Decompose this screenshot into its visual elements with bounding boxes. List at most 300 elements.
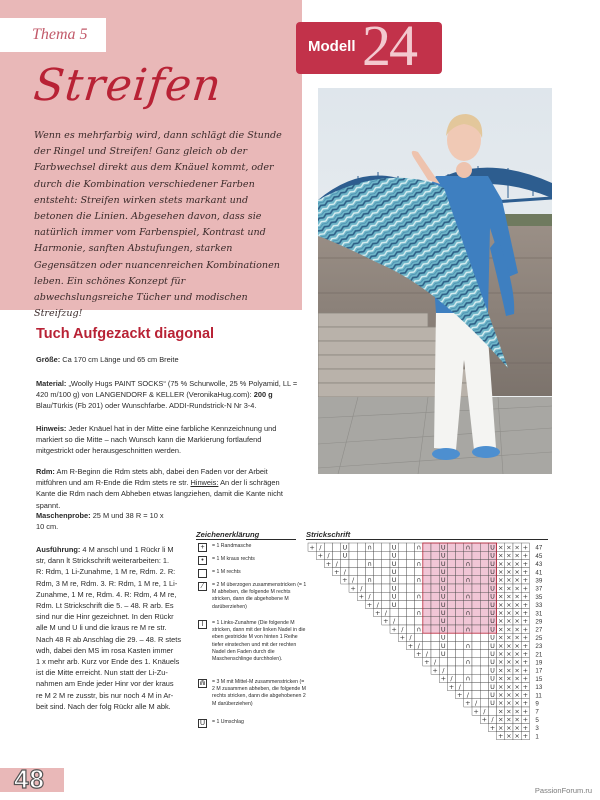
chart-symbol: U bbox=[440, 633, 446, 642]
chart-cell bbox=[480, 576, 488, 584]
chart-cell bbox=[415, 600, 423, 608]
instructions-line: wdh, dabei den MS im rosa Kasten immer bbox=[36, 645, 174, 655]
chart-cell bbox=[423, 641, 431, 649]
chart-symbol: × bbox=[506, 682, 512, 691]
chart-symbol: + bbox=[522, 625, 529, 634]
chart-cell bbox=[357, 576, 365, 584]
chart-cell bbox=[480, 625, 488, 633]
chart-symbol: + bbox=[522, 584, 529, 593]
chart-cell bbox=[423, 592, 431, 600]
chart-cell bbox=[423, 559, 431, 567]
chart-symbol: + bbox=[522, 682, 529, 691]
chart-symbol: × bbox=[497, 576, 504, 585]
chart-symbol: × bbox=[514, 723, 520, 732]
increase-icon: Ɩ bbox=[198, 620, 207, 629]
chart-symbol: + bbox=[522, 600, 529, 609]
chart-symbol: × bbox=[506, 600, 512, 609]
chart-symbol: / bbox=[401, 625, 404, 634]
chart-symbol: + bbox=[325, 559, 332, 568]
chart-cell bbox=[456, 650, 464, 658]
chart-cell bbox=[480, 584, 488, 592]
chart-symbol: / bbox=[450, 674, 453, 683]
chart-symbol: × bbox=[506, 658, 512, 667]
chart-cell bbox=[447, 576, 455, 584]
chart-symbol: / bbox=[466, 691, 470, 699]
chart-cell bbox=[447, 641, 455, 649]
watermark: PassionForum.ru bbox=[534, 786, 592, 795]
chart-symbol: × bbox=[514, 543, 520, 552]
chart-cell bbox=[406, 576, 414, 584]
material-paragraph bbox=[36, 378, 298, 412]
chart-cell bbox=[431, 551, 439, 559]
chart-cell bbox=[447, 559, 455, 567]
chart-symbol: × bbox=[506, 723, 512, 732]
chart-cell bbox=[374, 543, 382, 551]
chart-row-number: 39 bbox=[535, 577, 543, 585]
theme-tab bbox=[0, 18, 106, 52]
pattern-title: Tuch Aufgezackt diagonal bbox=[36, 326, 215, 342]
chart-row-number: 21 bbox=[535, 651, 543, 659]
legend-item-garter: • = 1 M kraus rechts bbox=[198, 556, 308, 563]
chart-symbol: × bbox=[514, 658, 520, 667]
page-number: 48 bbox=[14, 764, 45, 794]
chart-cell bbox=[423, 600, 431, 608]
chart-symbol: × bbox=[506, 732, 512, 740]
chart-cell bbox=[390, 609, 398, 617]
chart-cell bbox=[341, 559, 349, 567]
chart-symbol: + bbox=[448, 682, 455, 691]
chart-cell bbox=[447, 551, 455, 559]
chart-cell bbox=[431, 633, 439, 641]
instructions-line: beit sind. Nach der folg Rückr alle M abk. bbox=[36, 701, 171, 711]
chart-cell bbox=[472, 600, 480, 608]
chart-symbol: × bbox=[497, 559, 504, 568]
chart-cell bbox=[431, 592, 439, 600]
chart-symbol: / bbox=[327, 551, 330, 560]
chart-symbol: ∩ bbox=[416, 609, 422, 617]
chart-symbol: ∩ bbox=[367, 559, 372, 568]
chart-cell bbox=[382, 584, 390, 592]
chart-symbol: / bbox=[392, 617, 396, 626]
chart-symbol: × bbox=[514, 732, 520, 740]
chart-symbol: ∩ bbox=[465, 592, 471, 601]
chart-cell bbox=[447, 625, 455, 633]
chart-row-number: 45 bbox=[535, 552, 543, 560]
chart-symbol: U bbox=[490, 682, 495, 691]
chart-cell bbox=[406, 551, 414, 559]
chart-symbol: U bbox=[440, 551, 446, 560]
chart-cell bbox=[472, 633, 480, 641]
chart-cell bbox=[480, 658, 488, 666]
chart-symbol: / bbox=[491, 715, 494, 724]
chart-symbol: / bbox=[458, 682, 461, 691]
chart-cell bbox=[431, 584, 439, 592]
chart-symbol: + bbox=[522, 691, 529, 699]
material-text: „Woolly Hugs PAINT SOCKS“ (75 % Schurwolle, 25 % Polyamid, LL = 420 m/100 g) von LANGENDORF & KELLER (VeronikaHug.com): bbox=[36, 379, 298, 400]
chart-cell bbox=[472, 551, 480, 559]
legend-item-increase: Ɩ = 1 Links-Zunahme (Die folgende M stricken, dann mit der linken Nadel in die eben gestrickte M von hinten 1 Reihe tiefer einstechen und mit der rechten Nadel den Faden durch die Maschenschlinge durchholen). bbox=[198, 620, 308, 663]
chart-symbol: × bbox=[506, 715, 512, 724]
chart-symbol: + bbox=[522, 592, 529, 601]
chart-cell bbox=[398, 600, 406, 608]
chart-cell bbox=[447, 568, 455, 576]
dot-icon: • bbox=[198, 556, 207, 565]
intro-text: Wenn es mehrfarbig wird, dann schlägt die Stunde der Ringel und Streifen! Ganz gleich ob der Farbwechsel direkt aus dem Knäuel kommt, oder durch die Kombination verschiedener Farben entsteht: Streifen wirken stets markant und betonen die Linien. Abgesehen davon, dass sie natürlich immer vom Farbenspiel, Kontrast und Harmonie, sanften Abstufungen, starken Gegensätzen oder nuancenreichen Kombinationen leben. Ein schönes Konzept für abwechslungsreiche Tücher und modischen Streifzug! bbox=[34, 130, 282, 320]
chart-cell bbox=[480, 682, 488, 690]
knitting-chart bbox=[300, 541, 560, 747]
chart-symbol: + bbox=[456, 691, 463, 699]
chart-symbol: × bbox=[514, 551, 520, 560]
chart-symbol: ∩ bbox=[416, 592, 422, 601]
chart-cell bbox=[447, 617, 455, 625]
legend-item-edge: + = 1 Randmasche bbox=[198, 543, 308, 550]
chart-symbol: × bbox=[514, 674, 520, 683]
chart-cell bbox=[456, 543, 464, 551]
chart-symbol: / bbox=[368, 592, 371, 601]
chart-symbol: + bbox=[358, 592, 365, 601]
chart-cell bbox=[349, 568, 357, 576]
chart-cell bbox=[406, 568, 414, 576]
chart-symbol: × bbox=[514, 633, 520, 642]
chart-symbol: U bbox=[490, 551, 495, 560]
instructions-line: 4 M anschl und 1 Rückr li M bbox=[82, 545, 174, 554]
legend-item-decrease: ⁄ = 2 M überzogen zusammenstricken (= 1 M abheben, die folgende M rechts stricken, dann die abgehobene M darüberziehen) bbox=[198, 582, 308, 611]
chart-cell bbox=[431, 568, 439, 576]
chart-row-number: 47 bbox=[535, 544, 543, 552]
instructions-paragraph bbox=[36, 544, 196, 712]
chart-cell bbox=[464, 633, 472, 641]
legend-divider bbox=[196, 539, 296, 540]
chart-symbol: / bbox=[483, 707, 486, 716]
chart-cell bbox=[472, 674, 480, 682]
chart-cell bbox=[382, 568, 390, 576]
chart-cell bbox=[447, 584, 455, 592]
chart-cell bbox=[374, 568, 382, 576]
chart-symbol: U bbox=[391, 559, 397, 568]
chart-symbol: ∩ bbox=[465, 641, 471, 650]
chart-cell bbox=[464, 600, 472, 608]
chart-row-number: 43 bbox=[535, 561, 543, 569]
chart-symbol: × bbox=[497, 707, 504, 716]
chart-cell bbox=[423, 551, 431, 559]
chart-cell bbox=[423, 609, 431, 617]
gauge-paragraph bbox=[36, 510, 192, 532]
chart-symbol: ∩ bbox=[465, 576, 471, 585]
chart-symbol: × bbox=[514, 584, 520, 593]
chart-cell bbox=[406, 584, 414, 592]
chart-symbol: U bbox=[490, 584, 495, 593]
chart-symbol: + bbox=[481, 715, 488, 724]
chart-symbol: + bbox=[522, 617, 529, 626]
chart-title: Strickschrift bbox=[306, 530, 351, 539]
chart-symbol: × bbox=[514, 568, 520, 576]
hint-text: Jeder Knäuel hat in der Mitte eine farbliche Kennzeichnung und markiert so die Mitte – nach Wunsch kann die Markierung fortlaufend mitgestrickt oder herausgeschnitten werden. bbox=[36, 424, 277, 456]
chart-symbol: U bbox=[440, 617, 446, 626]
instructions-line: Rdm. Lt Strickschrift die 5. – 48. R arb. Es bbox=[36, 601, 174, 611]
chart-symbol: U bbox=[490, 658, 495, 667]
chart-symbol: / bbox=[442, 666, 445, 675]
chart-cell bbox=[480, 600, 488, 608]
instructions-line: 1 x mehr arb. Kurz vor Ende des 1. Knäuels bbox=[36, 657, 180, 667]
chart-symbol: × bbox=[514, 682, 520, 691]
chart-cell bbox=[480, 633, 488, 641]
chart-symbol: + bbox=[522, 715, 529, 724]
material-amount: 200 g bbox=[253, 390, 273, 400]
chart-symbol: + bbox=[383, 617, 389, 626]
chart-cell bbox=[423, 617, 431, 625]
chart-symbol: + bbox=[399, 633, 406, 642]
chart-row-number: 31 bbox=[535, 610, 543, 618]
instructions-line: Rdm, 3 M re, Rdm. 3. R: Rdm, 1 M re, 1 Li- bbox=[36, 578, 178, 588]
chart-cell bbox=[431, 617, 439, 625]
chart-symbol: U bbox=[440, 609, 446, 617]
chart-cell bbox=[398, 617, 406, 625]
chart-cell bbox=[456, 584, 464, 592]
chart-cell bbox=[464, 568, 472, 576]
chart-symbol: U bbox=[391, 551, 397, 560]
chart-symbol: + bbox=[522, 699, 529, 708]
chart-symbol: U bbox=[440, 625, 446, 634]
chart-symbol: + bbox=[522, 576, 529, 585]
chart-cell bbox=[447, 592, 455, 600]
chart-symbol: U bbox=[440, 576, 446, 585]
chart-row-number: 15 bbox=[535, 675, 543, 683]
chart-symbol: + bbox=[522, 650, 529, 658]
chart-symbol: × bbox=[514, 650, 520, 658]
chart-symbol: + bbox=[522, 707, 529, 716]
chart-symbol: × bbox=[514, 609, 520, 617]
gauge-line-2: 10 cm. bbox=[36, 522, 59, 532]
edge-stitch-label: Rdm: bbox=[36, 467, 55, 476]
chart-symbol: × bbox=[497, 625, 504, 634]
model-photo bbox=[318, 88, 552, 474]
chart-symbol: ∩ bbox=[465, 625, 471, 634]
chart-cell bbox=[447, 666, 455, 674]
chart-symbol: + bbox=[497, 732, 504, 740]
chart-symbol: × bbox=[506, 641, 512, 650]
chart-symbol: / bbox=[343, 568, 347, 576]
chart-cell bbox=[423, 568, 431, 576]
chart-symbol: ∩ bbox=[465, 559, 471, 568]
chart-symbol: U bbox=[490, 633, 495, 642]
chart-symbol: U bbox=[440, 584, 446, 593]
chart-cell bbox=[456, 568, 464, 576]
chart-symbol: × bbox=[497, 682, 504, 691]
chart-cell bbox=[374, 576, 382, 584]
chart-symbol: U bbox=[490, 576, 495, 585]
chart-cell bbox=[472, 682, 480, 690]
chart-cell bbox=[472, 650, 480, 658]
chart-cell bbox=[431, 559, 439, 567]
chart-symbol: / bbox=[319, 543, 322, 552]
chart-symbol: + bbox=[309, 543, 315, 552]
chart-cell bbox=[398, 551, 406, 559]
chart-symbol: × bbox=[497, 691, 504, 699]
chart-symbol: × bbox=[514, 576, 520, 585]
chart-cell bbox=[488, 707, 496, 715]
chart-cell bbox=[382, 576, 390, 584]
size-paragraph bbox=[36, 354, 300, 365]
photo-illustration bbox=[318, 88, 552, 474]
chart-symbol: × bbox=[506, 633, 512, 642]
chart-cell bbox=[431, 641, 439, 649]
chart-symbol: U bbox=[490, 600, 495, 609]
chart-symbol: + bbox=[522, 674, 529, 683]
instructions-line: R: Rdm, 1 Li-Zunahme, 1 M re, Rdm. 2. R: bbox=[36, 567, 176, 577]
instructions-line: re M 2 M re zusstr, bis nur noch 4 M in Ar- bbox=[36, 690, 174, 700]
instructions-line: alle M und U li und die kraus re M re str. bbox=[36, 623, 167, 633]
instructions-line: Nach 48 R ab Anschlag die 29. – 48. R stets bbox=[36, 634, 182, 644]
chart-cell bbox=[415, 617, 423, 625]
chart-symbol: U bbox=[490, 592, 495, 601]
chart-symbol: U bbox=[490, 625, 495, 634]
chart-cell bbox=[472, 543, 480, 551]
chart-cell bbox=[415, 633, 423, 641]
chart-symbol: U bbox=[490, 699, 495, 708]
chart-cell bbox=[456, 633, 464, 641]
chart-cell bbox=[456, 666, 464, 674]
chart-symbol: × bbox=[514, 699, 520, 708]
edge-stitch-hint: Hinweis: bbox=[190, 478, 219, 488]
chart-cell bbox=[374, 592, 382, 600]
chart-symbol: U bbox=[490, 617, 495, 626]
chart-cell bbox=[374, 559, 382, 567]
chart-cell bbox=[456, 600, 464, 608]
chart-cell bbox=[439, 658, 447, 666]
chart-cell bbox=[464, 584, 472, 592]
chart-cell bbox=[447, 633, 455, 641]
chart-symbol: ∩ bbox=[465, 658, 471, 667]
chart-cell bbox=[472, 584, 480, 592]
chart-cell bbox=[480, 559, 488, 567]
chart-symbol: + bbox=[522, 633, 529, 642]
chart-cell bbox=[357, 543, 365, 551]
chart-cell bbox=[464, 666, 472, 674]
chart-cell bbox=[365, 568, 373, 576]
chart-cell bbox=[423, 633, 431, 641]
instructions-line: ist die Mitte erreicht. Nun statt der Li-Zu- bbox=[36, 668, 168, 678]
model-number: 24 bbox=[362, 13, 416, 78]
chart-symbol: × bbox=[506, 707, 512, 716]
chart-cell bbox=[382, 551, 390, 559]
chart-cell bbox=[406, 559, 414, 567]
chart-symbol: + bbox=[522, 732, 529, 740]
chart-cell bbox=[415, 551, 423, 559]
chart-symbol: + bbox=[350, 584, 356, 593]
chart-symbol: × bbox=[506, 650, 512, 658]
chart-cell bbox=[406, 592, 414, 600]
chart-symbol: + bbox=[366, 600, 373, 609]
chart-cell bbox=[480, 691, 488, 699]
chart-cell bbox=[447, 658, 455, 666]
chart-cell bbox=[480, 650, 488, 658]
chart-symbol: + bbox=[407, 641, 414, 650]
chart-symbol: × bbox=[506, 609, 512, 617]
instructions-line: str, dann lt Strickschrift weiterarbeiten: 1. bbox=[36, 556, 170, 566]
chart-cell bbox=[472, 568, 480, 576]
chart-symbol: U bbox=[440, 641, 446, 650]
chart-cell bbox=[456, 559, 464, 567]
chart-symbol: ∩ bbox=[416, 543, 422, 552]
chart-symbol: × bbox=[497, 674, 504, 683]
chart-cell bbox=[472, 592, 480, 600]
chart-symbol: U bbox=[391, 543, 397, 552]
chart-symbol: + bbox=[374, 609, 381, 617]
chart-symbol: × bbox=[497, 658, 504, 667]
legend-title: Zeichenerklärung bbox=[196, 530, 260, 539]
chart-symbol: + bbox=[522, 609, 529, 617]
chart-row-number: 19 bbox=[535, 659, 543, 667]
empty-icon bbox=[198, 569, 207, 578]
chart-cell bbox=[406, 600, 414, 608]
material-label: Material: bbox=[36, 379, 67, 388]
legend-item-knit: = 1 M rechts bbox=[198, 569, 308, 576]
chart-symbol: + bbox=[522, 559, 529, 568]
chart-symbol: / bbox=[474, 699, 478, 708]
chart-cell bbox=[357, 551, 365, 559]
chart-symbol: × bbox=[506, 543, 512, 552]
size-label: Größe: bbox=[36, 355, 61, 364]
chart-cell bbox=[480, 551, 488, 559]
chart-symbol: × bbox=[506, 576, 512, 585]
chart-cell bbox=[349, 559, 357, 567]
chart-row-number: 5 bbox=[535, 716, 539, 724]
chart-cell bbox=[406, 625, 414, 633]
chart-cell bbox=[480, 699, 488, 707]
chart-divider bbox=[306, 539, 548, 540]
chart-symbol: + bbox=[342, 576, 348, 585]
chart-cell bbox=[423, 576, 431, 584]
chart-symbol: × bbox=[514, 691, 520, 699]
chart-symbol: ∩ bbox=[416, 559, 422, 568]
chart-cell bbox=[415, 584, 423, 592]
chart-symbol: × bbox=[497, 666, 504, 675]
page-title: Streifen bbox=[31, 60, 225, 111]
edge-stitch-rest: An der li schrägen Kante die Rdm nach dem Abheben etwas langziehen, damit die Kante nicht spannt. bbox=[36, 478, 283, 510]
chart-cell bbox=[472, 576, 480, 584]
chart-row-number: 7 bbox=[535, 708, 539, 716]
chart-row-number: 25 bbox=[535, 634, 543, 642]
chart-cell bbox=[406, 609, 414, 617]
chart-symbol: × bbox=[506, 625, 512, 634]
chart-cell bbox=[374, 551, 382, 559]
chart-row-number: 23 bbox=[535, 643, 543, 651]
chart-symbol: U bbox=[440, 600, 446, 609]
legend-item-yarn-over: U = 1 Umschlag bbox=[199, 719, 244, 727]
chart-symbol: U bbox=[391, 600, 397, 609]
chart-symbol: + bbox=[317, 551, 324, 560]
chart-symbol: + bbox=[432, 666, 438, 675]
chart-symbol: × bbox=[514, 715, 520, 724]
size-text: Ca 170 cm Länge und 65 cm Breite bbox=[62, 355, 179, 364]
chart-cell bbox=[431, 600, 439, 608]
chart-symbol: × bbox=[506, 559, 512, 568]
chart-symbol: × bbox=[497, 617, 504, 626]
gauge-label: Maschenprobe: bbox=[36, 511, 91, 520]
chart-symbol: × bbox=[514, 707, 520, 716]
chart-cell bbox=[480, 641, 488, 649]
chart-row-number: 11 bbox=[535, 692, 542, 700]
chart-cell bbox=[365, 551, 373, 559]
chart-symbol: × bbox=[514, 617, 520, 626]
chart-symbol: / bbox=[409, 633, 412, 642]
chart-cell bbox=[472, 617, 480, 625]
chart-cell bbox=[365, 584, 373, 592]
chart-symbol: U bbox=[440, 568, 446, 576]
chart-symbol: × bbox=[514, 592, 520, 601]
chart-cell bbox=[480, 543, 488, 551]
chart-symbol: U bbox=[490, 674, 495, 683]
